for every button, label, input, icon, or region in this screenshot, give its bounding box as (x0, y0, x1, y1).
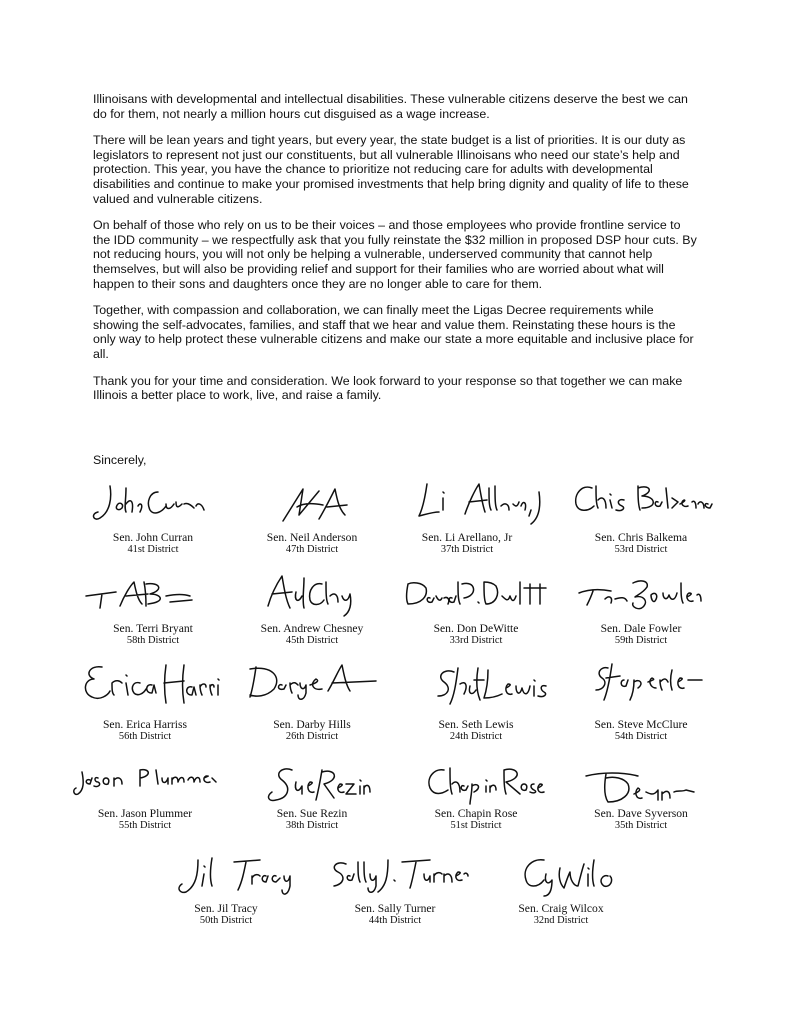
paragraph: On behalf of those who rely on us to be their voices – and those employees who provide frontline service to the IDD community – we respectfully ask that you fully reinstate the $32 million in proposed DSP hour cuts. By not reducing hours, you will not only be helping a vulnerable, underserved community that cannot help themselves, but will also be providing relief and support for their families who are worried about what will happen to their sons and daughters once they are no longer able to care for them. (93, 218, 697, 291)
signer-district: 56th District (118, 731, 172, 742)
signer-name: Sen. Jason Plummer (97, 807, 193, 820)
signer-district: 53rd District (614, 544, 668, 555)
signature-chapin-rose (420, 760, 550, 810)
signer-district: 24th District (449, 731, 503, 742)
signature-jil-tracy (172, 850, 297, 900)
signer-name: Sen. Neil Anderson (266, 531, 358, 544)
signature-terri-bryant (80, 572, 200, 618)
signer-name: Sen. Andrew Chesney (260, 622, 364, 635)
signer-name: Sen. Sue Rezin (276, 807, 348, 820)
signer-district: 55th District (118, 820, 172, 831)
signature-dale-fowler (575, 573, 715, 613)
signer-name: Sen. Don DeWitte (433, 622, 519, 635)
paragraph: Illinoisans with developmental and intellectual disabilities. These vulnerable citizens deserve the best we can do for them, not nearly a million hours cut disguised as a wage increase. (93, 92, 688, 121)
signer-district: 35th District (614, 820, 668, 831)
signature-andrew-chesney (260, 570, 370, 618)
signer-district: 38th District (285, 820, 339, 831)
signature-neil-anderson (273, 485, 363, 527)
signer-name: Sen. Chris Balkema (594, 531, 688, 544)
signer-name: Sen. Jil Tracy (194, 902, 258, 915)
signer-district: 51st District (450, 820, 502, 831)
signer-name: Sen. Dale Fowler (600, 622, 682, 635)
letter-body (93, 92, 701, 415)
signature-craig-wilcox (514, 852, 624, 900)
signature-darby-hills (242, 657, 382, 707)
signer-name: Sen. John Curran (112, 531, 194, 544)
paragraph: There will be lean years and tight years, but every year, the state budget is a list of priorities. It is our duty as legislators to represent not just our constituents, but all vulnerable Illinoisans who need our state’s help and protection. This year, you have the chance to prioritize not reducing care for adults with developmental disabilities and continue to make your promised investments that help bring dignity and quality of life to these valued and vulnerable citizens. (93, 133, 689, 206)
signer-district: 50th District (199, 915, 253, 926)
signer-district: 54th District (614, 731, 668, 742)
signer-name: Sen. Dave Syverson (594, 807, 688, 820)
signer-name: Sen. Chapin Rose (434, 807, 518, 820)
signer-district: 37th District (440, 544, 494, 555)
signature-dave-syverson (582, 764, 702, 808)
signer-district: 47th District (285, 544, 339, 555)
signature-sue-rezin (262, 760, 372, 810)
signer-district: 59th District (614, 635, 668, 646)
signer-name: Sen. Sally Turner (354, 902, 436, 915)
signer-name: Sen. Craig Wilcox (518, 902, 604, 915)
signature-john-curran (88, 478, 218, 528)
signer-name: Sen. Li Arellano, Jr (421, 531, 513, 544)
signature-steve-mcclure (586, 660, 706, 704)
signature-seth-lewis (424, 660, 554, 714)
signer-district: 26th District (285, 731, 339, 742)
signer-name: Sen. Seth Lewis (438, 718, 514, 731)
signer-name: Sen. Darby Hills (273, 718, 351, 731)
signature-don-dewitte (398, 574, 553, 614)
signer-name: Sen. Terri Bryant (113, 622, 193, 635)
signer-district: 41st District (127, 544, 179, 555)
signer-name: Sen. Steve McClure (594, 718, 688, 731)
signature-jason-plummer (70, 764, 220, 804)
signer-name: Sen. Erica Harriss (102, 718, 188, 731)
closing: Sincerely, (93, 453, 147, 467)
signer-district: 44th District (368, 915, 422, 926)
signature-erica-harriss (80, 657, 220, 715)
signature-chris-balkema (566, 478, 726, 522)
signature-li-arellano (413, 476, 553, 528)
signer-district: 45th District (285, 635, 339, 646)
paragraph: Together, with compassion and collaboration, we can finally meet the Ligas Decree requirements while showing the self-advocates, families, and staff that we hear and value them. Reinstating these hours is the only way to help protect these vulnerable citizens and make our state a more equitable and inclusive place for all. (93, 303, 694, 361)
signer-district: 58th District (126, 635, 180, 646)
signer-district: 32nd District (533, 915, 589, 926)
paragraph: Thank you for your time and consideration. We look forward to your response so that together we can make Illinois a better place to work, live, and raise a family. (93, 373, 683, 403)
signature-sally-turner (326, 852, 471, 896)
signer-district: 33rd District (449, 635, 503, 646)
